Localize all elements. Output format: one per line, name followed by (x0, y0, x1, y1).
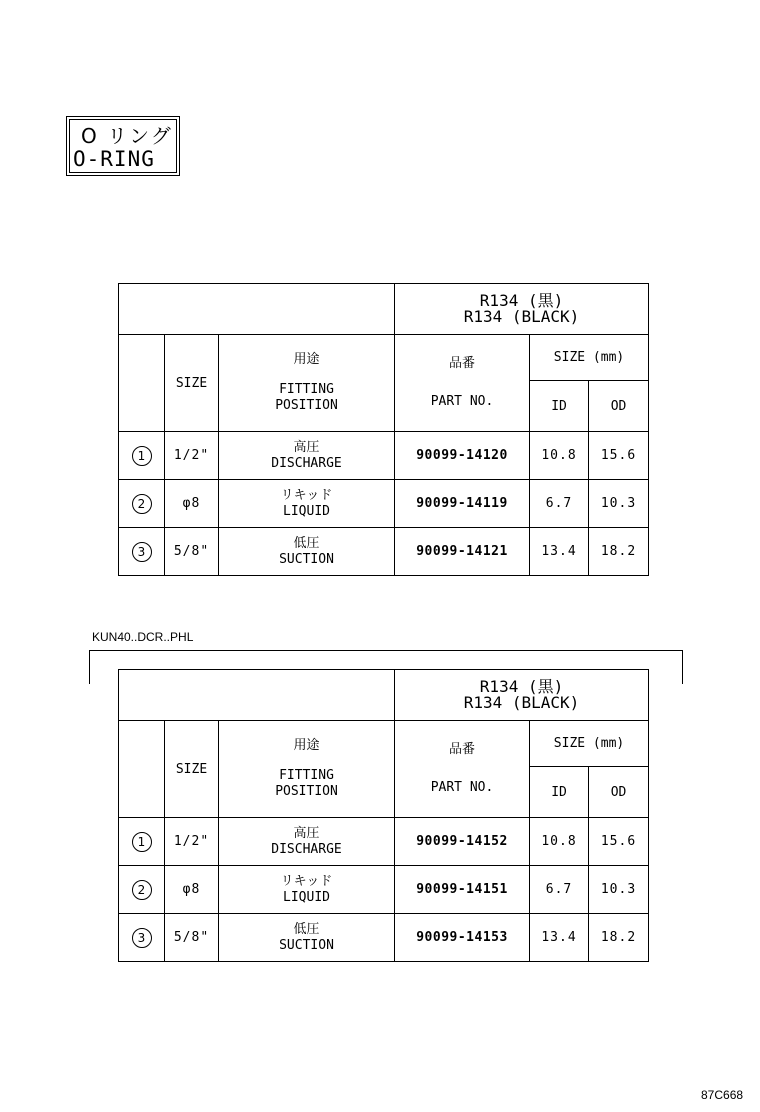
refrigerant-header (395, 284, 649, 335)
size-cell: φ8 (165, 866, 219, 914)
position-en: SUCTION (279, 937, 334, 953)
title-box (66, 116, 180, 176)
document-code: 87C668 (701, 1088, 744, 1102)
position-jp: 低圧 (293, 535, 320, 551)
part-number: 90099-14120 (395, 432, 530, 480)
partno-jp: 品番 (449, 742, 476, 757)
position-en: DISCHARGE (271, 841, 342, 857)
row-index-badge: 2 (132, 880, 152, 900)
partno-en: PART NO. (430, 780, 494, 795)
position-en: LIQUID (283, 503, 330, 519)
table-row (119, 818, 649, 866)
part-number: 90099-14121 (395, 528, 530, 576)
outer-diameter: 18.2 (589, 528, 649, 576)
row-index-badge: 1 (132, 832, 152, 852)
inner-diameter: 6.7 (530, 480, 589, 528)
size-cell: 5/8" (165, 914, 219, 962)
id-header: ID (530, 381, 589, 432)
size-mm-header: SIZE (mm) (530, 335, 649, 381)
refrigerant-en: R134 (BLACK) (463, 307, 580, 326)
refrigerant-en: R134 (BLACK) (463, 693, 580, 712)
refrigerant-header (395, 670, 649, 721)
outer-diameter: 15.6 (589, 818, 649, 866)
inner-diameter: 6.7 (530, 866, 589, 914)
position-jp: リキッド (280, 487, 333, 503)
od-header: OD (589, 767, 649, 818)
part-number: 90099-14152 (395, 818, 530, 866)
position-en: DISCHARGE (271, 455, 342, 471)
refrigerant-jp: R134 (黒) (479, 291, 564, 310)
section-label: KUN40..DCR..PHL (92, 630, 194, 644)
size-header: SIZE (165, 721, 219, 818)
table-row (119, 480, 649, 528)
index-header-cell (119, 721, 165, 818)
outer-diameter: 18.2 (589, 914, 649, 962)
od-header: OD (589, 381, 649, 432)
partno-jp: 品番 (449, 356, 476, 371)
part-no-header (395, 335, 530, 432)
row-index-badge: 2 (132, 494, 152, 514)
position-en: SUCTION (279, 551, 334, 567)
inner-diameter: 10.8 (530, 818, 589, 866)
outer-diameter: 10.3 (589, 480, 649, 528)
blank-header-cell (119, 284, 395, 335)
id-header: ID (530, 767, 589, 818)
part-no-header (395, 721, 530, 818)
fitting-position-header (219, 721, 395, 818)
usage-jp: 用途 (293, 738, 320, 753)
position-en: LIQUID (283, 889, 330, 905)
table-row (119, 866, 649, 914)
refrigerant-jp: R134 (黒) (479, 677, 564, 696)
fitting-position-header (219, 335, 395, 432)
outer-diameter: 15.6 (589, 432, 649, 480)
table-row (119, 528, 649, 576)
inner-diameter: 13.4 (530, 528, 589, 576)
size-cell: 5/8" (165, 528, 219, 576)
row-index-badge: 1 (132, 446, 152, 466)
oring-table-1 (118, 283, 649, 576)
size-header: SIZE (165, 335, 219, 432)
size-cell: 1/2" (165, 432, 219, 480)
size-cell: φ8 (165, 480, 219, 528)
outer-diameter: 10.3 (589, 866, 649, 914)
usage-en-2: POSITION (275, 398, 338, 413)
table-row (119, 914, 649, 962)
size-cell: 1/2" (165, 818, 219, 866)
inner-diameter: 13.4 (530, 914, 589, 962)
part-number: 90099-14151 (395, 866, 530, 914)
blank-header-cell (119, 670, 395, 721)
partno-en: PART NO. (430, 394, 494, 409)
row-index-badge: 3 (132, 928, 152, 948)
position-jp: 低圧 (293, 921, 320, 937)
size-mm-header: SIZE (mm) (530, 721, 649, 767)
part-number: 90099-14153 (395, 914, 530, 962)
index-header-cell (119, 335, 165, 432)
title-en: O-RING (73, 147, 155, 171)
oring-table-2 (118, 669, 649, 962)
usage-jp: 用途 (293, 352, 320, 367)
position-jp: 高圧 (293, 439, 320, 455)
title-jp: O リング (81, 124, 173, 148)
position-jp: リキッド (280, 873, 333, 889)
inner-diameter: 10.8 (530, 432, 589, 480)
position-jp: 高圧 (293, 825, 320, 841)
table-row (119, 432, 649, 480)
row-index-badge: 3 (132, 542, 152, 562)
usage-en-1: FITTING (279, 382, 334, 397)
part-number: 90099-14119 (395, 480, 530, 528)
usage-en-1: FITTING (279, 768, 334, 783)
usage-en-2: POSITION (275, 784, 338, 799)
